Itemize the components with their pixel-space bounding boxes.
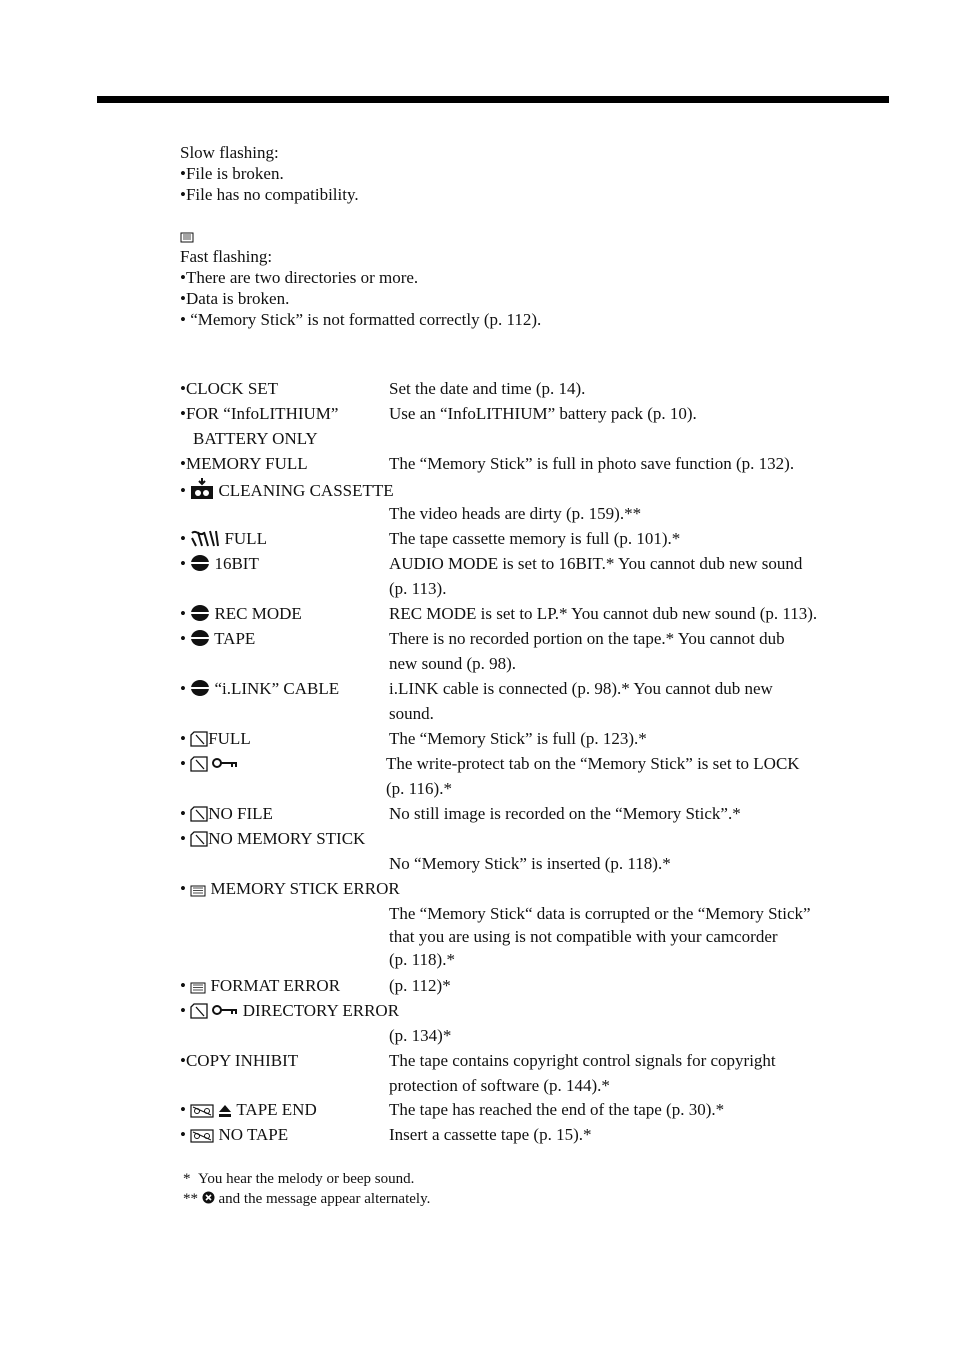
message-label: • REC MODE [180, 604, 302, 623]
message-label: •MEMORY FULL [180, 454, 308, 473]
message-desc: (p. 113). [389, 579, 447, 598]
message-desc: (p. 116).* [386, 779, 452, 798]
lock-key-icon [212, 757, 238, 769]
slow-item: •File is broken. [180, 164, 284, 183]
message-desc: The tape contains copyright control signals for copyright [389, 1051, 776, 1070]
cleaning-cassette-icon [190, 478, 214, 500]
message-label: • [180, 753, 238, 774]
message-label: BATTERY ONLY [193, 429, 318, 448]
cassette-memory-icon [190, 529, 220, 547]
message-label: •CLOCK SET [180, 379, 279, 398]
message-desc: (p. 118).* [389, 950, 455, 969]
message-label: • NO TAPE [180, 1125, 289, 1144]
message-desc: The tape cassette memory is full (p. 101).* [389, 529, 681, 548]
fast-flashing-heading: Fast flashing: [180, 247, 273, 266]
message-label: •FOR “InfoLITHIUM” [180, 404, 339, 423]
message-desc: (p. 134)* [389, 1026, 452, 1045]
message-desc: The “Memory Stick” is full in photo save function (p. 132). [389, 454, 795, 473]
message-label: • NO MEMORY STICK [180, 829, 366, 848]
message-desc: sound. [389, 704, 434, 723]
message-desc: The write-protect tab on the “Memory Stick” is set to LOCK [386, 754, 800, 773]
message-desc: REC MODE is set to LP.* You cannot dub new sound (p. 113). [389, 604, 818, 623]
cassette-tape-icon [190, 1104, 214, 1118]
warning-x-icon [202, 1191, 215, 1204]
slow-flashing-heading: Slow flashing: [180, 143, 279, 162]
message-desc: Set the date and time (p. 14). [389, 379, 586, 398]
message-desc: AUDIO MODE is set to 16BIT.* You cannot dub new sound [389, 554, 803, 573]
message-label: • TAPE [180, 629, 256, 648]
message-label: • CLEANING CASSETTE [180, 478, 394, 501]
memory-stick-icon [190, 731, 208, 747]
message-label: • 16BIT [180, 554, 259, 573]
message-desc: (p. 112)* [389, 976, 451, 995]
message-label: • “i.LINK” CABLE [180, 679, 340, 698]
message-desc: The video heads are dirty (p. 159).** [389, 504, 642, 523]
message-label: • MEMORY STICK ERROR [180, 879, 400, 898]
message-label: • TAPE END [180, 1100, 317, 1119]
message-desc: No still image is recorded on the “Memory Stick”.* [389, 804, 741, 823]
fast-item: •Data is broken. [180, 289, 290, 308]
message-label: • FULL [180, 529, 267, 548]
message-label: • FULL [180, 729, 251, 748]
memory-stick-icon [190, 806, 208, 822]
message-desc: The tape has reached the end of the tape (p. 30).* [389, 1100, 725, 1119]
lock-key-icon [212, 1004, 238, 1016]
message-desc: Use an “InfoLITHIUM” battery pack (p. 10). [389, 404, 697, 423]
footnote: ** and the message appear alternately. [183, 1191, 431, 1207]
audio-dub-icon [190, 604, 210, 622]
memory-stick-icon [190, 756, 208, 772]
memory-stick-icon [190, 1003, 208, 1019]
header-rule [97, 96, 889, 103]
slow-item: •File has no compatibility. [180, 185, 359, 204]
message-desc: protection of software (p. 144).* [389, 1076, 610, 1095]
message-desc: There is no recorded portion on the tape.* You cannot dub [389, 629, 785, 648]
message-label: • FORMAT ERROR [180, 976, 341, 995]
fast-item: •There are two directories or more. [180, 268, 419, 287]
message-desc: that you are using is not compatible with your camcorder [389, 927, 778, 946]
message-desc: Insert a cassette tape (p. 15).* [389, 1125, 592, 1144]
message-desc: i.LINK cable is connected (p. 98).* You cannot dub new [389, 679, 773, 698]
message-desc: No “Memory Stick” is inserted (p. 118).* [389, 854, 671, 873]
memory-stick-error-icon [180, 224, 194, 245]
message-label: • DIRECTORY ERROR [180, 1001, 400, 1020]
memory-stick-icon [190, 831, 208, 847]
message-desc: The “Memory Stick” is full (p. 123).* [389, 729, 647, 748]
message-label: • NO FILE [180, 804, 273, 823]
message-label: •COPY INHIBIT [180, 1051, 299, 1070]
message-desc: The “Memory Stick“ data is corrupted or the “Memory Stick” [389, 904, 811, 923]
message-desc: new sound (p. 98). [389, 654, 517, 673]
memory-stick-error-icon [190, 981, 206, 994]
audio-dub-icon [190, 679, 210, 697]
audio-dub-icon [190, 629, 210, 647]
memory-stick-error-icon [190, 884, 206, 897]
eject-icon [218, 1104, 232, 1118]
fast-item: • “Memory Stick” is not formatted correctly (p. 112). [180, 310, 542, 329]
footnote: * You hear the melody or beep sound. [183, 1171, 415, 1187]
cassette-tape-icon [190, 1129, 214, 1143]
audio-dub-icon [190, 554, 210, 572]
